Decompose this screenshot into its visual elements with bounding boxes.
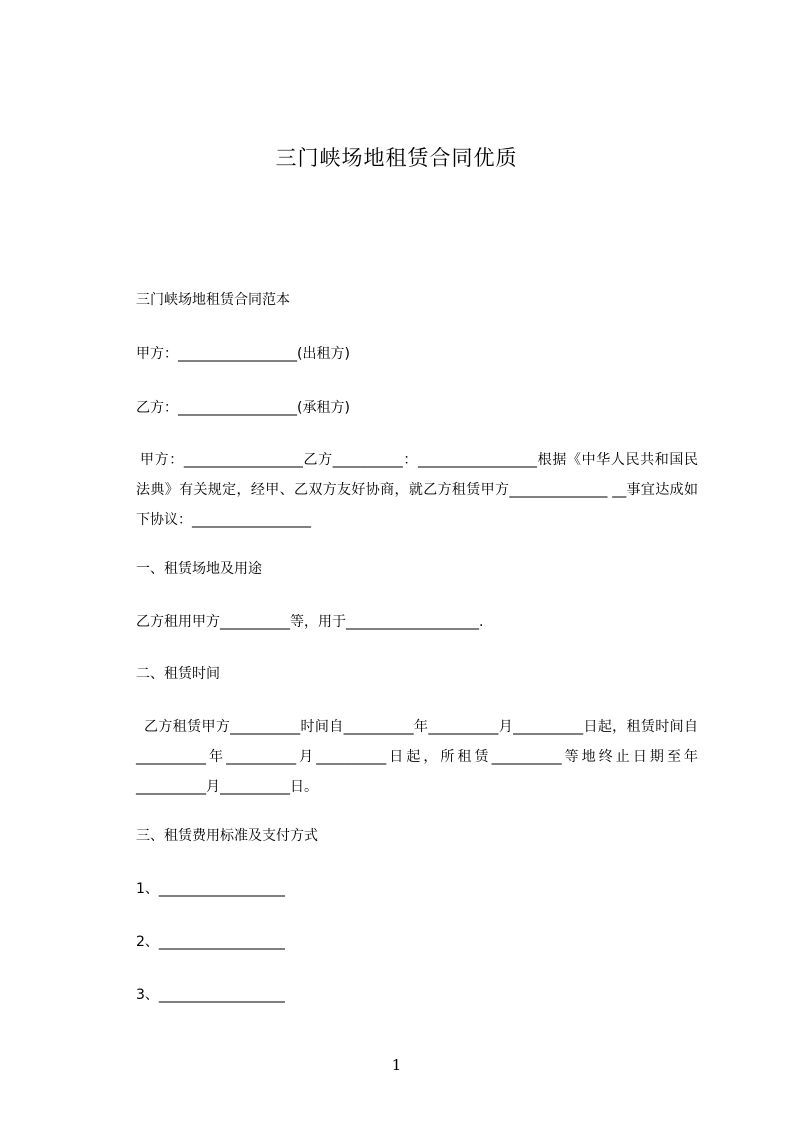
fee-item-2: 2、__________________ [136, 934, 285, 950]
section-2-heading: 二、租赁时间 [136, 666, 220, 682]
document-subtitle: 三门峡场地租赁合同范本 [136, 292, 290, 308]
fee-item-3: 3、__________________ [136, 987, 285, 1003]
document-title: 三门峡场地租赁合同优质 [275, 146, 518, 170]
party-a-line: 甲方：_________________(出租方) [136, 346, 350, 362]
section-3-heading: 三、租赁费用标准及支付方式 [136, 828, 318, 844]
section-2-paragraph: 乙方租赁甲方__________时间自__________年__________月__________日起，租赁时间自__________年__________月__________日起，所租赁__________等地终止日期至年__________月__________日。 [136, 719, 698, 795]
section-1-heading: 一、租赁场地及用途 [136, 561, 262, 577]
party-b-line: 乙方：_________________(承租方) [136, 400, 350, 416]
preamble-paragraph: 甲方：_________________乙方__________：_________________根据《中华人民共和国民法典》有关规定，经甲、乙双方友好协商，就乙方租赁甲方______________ __事宜达成如下协议：_________________ [136, 452, 698, 528]
page-number: 1 [391, 1056, 402, 1074]
fee-item-1: 1、__________________ [136, 881, 285, 897]
section-1-text: 乙方租用甲方__________等，用于___________________. [136, 614, 484, 630]
